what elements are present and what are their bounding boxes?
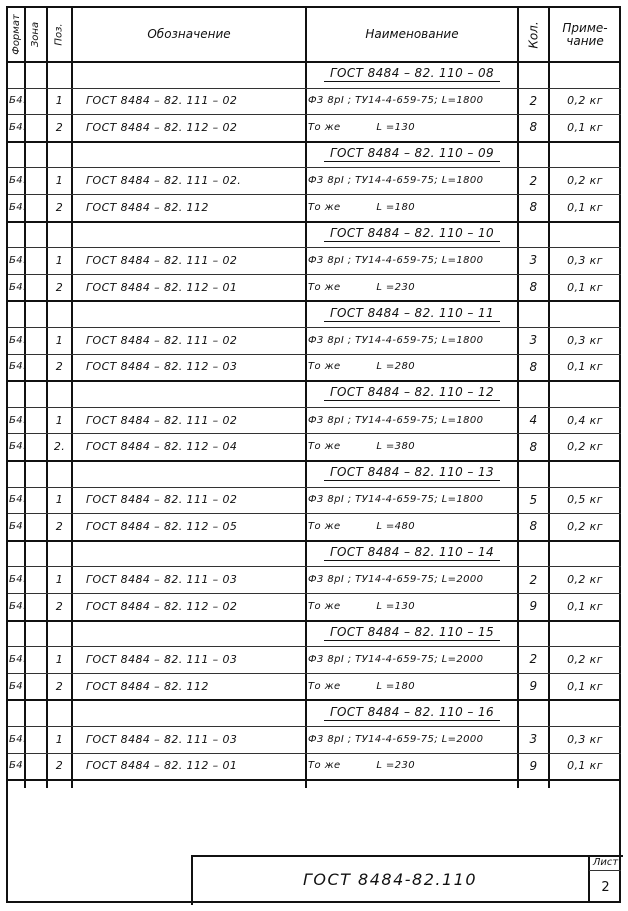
document-designation: ГОСТ 8484-82.110 <box>302 869 477 889</box>
row-zone <box>25 114 47 141</box>
row-designation: ГОСТ 8484 – 82. 112 – 03 <box>86 360 238 374</box>
row-pos: 2. <box>53 440 66 454</box>
sheet-label: Лист <box>592 857 619 868</box>
row-qty: 2 <box>529 173 538 188</box>
header-zone <box>25 8 47 61</box>
row-note: 0,1 кг <box>567 599 603 613</box>
row-note: 0,1 кг <box>567 360 603 374</box>
group-title-text: ГОСТ 8484 – 82. 110 – 12 <box>324 385 500 401</box>
row-name: То же L =480 <box>308 520 415 532</box>
row-zone <box>25 566 47 593</box>
row-name: То же L =180 <box>308 201 415 213</box>
row-note: 0,3 кг <box>567 253 603 267</box>
row-zone <box>25 247 47 274</box>
row-qty: 9 <box>529 679 538 694</box>
row-designation: ГОСТ 8484 – 82. 112 – 01 <box>86 759 238 773</box>
row-pos: 2 <box>55 599 64 613</box>
row-qty: 8 <box>529 200 538 215</box>
row-designation: ГОСТ 8484 – 82. 111 – 02 <box>86 333 238 347</box>
row-pos: 1 <box>55 174 64 188</box>
row-note: 0,2 кг <box>567 519 603 533</box>
row-name: То же L =180 <box>308 680 415 692</box>
row-designation: ГОСТ 8484 – 82. 111 – 02 <box>86 94 238 108</box>
row-designation: ГОСТ 8484 – 82. 111 – 02 <box>86 253 238 267</box>
group-title <box>306 699 518 726</box>
row-qty: 4 <box>529 413 538 428</box>
row-format: Б4. <box>9 361 27 373</box>
header-format-text: Формат <box>11 14 23 55</box>
row-name: Ф3 8рI ; ТУ14-4-659-75; L=1800 <box>308 95 484 107</box>
group-title-text: ГОСТ 8484 – 82. 110 – 16 <box>324 705 500 721</box>
row-qty: 8 <box>529 519 538 534</box>
row-format: Б4. <box>9 733 27 745</box>
group-title-text: ГОСТ 8484 – 82. 110 – 15 <box>324 625 500 641</box>
row-divider <box>8 779 621 781</box>
group-title <box>306 221 518 248</box>
row-format: Б4. <box>9 121 27 133</box>
row-designation: ГОСТ 8484 – 82. 111 – 03 <box>86 573 238 587</box>
row-format: Б4. <box>9 281 27 293</box>
header-pos-text: Поз. <box>53 23 65 46</box>
row-name: Ф3 8рI ; ТУ14-4-659-75; L=1800 <box>308 175 484 187</box>
row-zone <box>25 167 47 194</box>
row-note: 0,2 кг <box>567 652 603 666</box>
group-title-text: ГОСТ 8484 – 82. 110 – 11 <box>324 306 500 322</box>
row-note: 0,2 кг <box>567 440 603 454</box>
row-format: Б4 <box>9 760 24 772</box>
row-note: 0,5 кг <box>567 493 603 507</box>
group-title <box>306 300 518 327</box>
row-designation: ГОСТ 8484 – 82. 112 – 04 <box>86 440 238 454</box>
specification-sheet <box>6 6 621 903</box>
row-format: Б4. <box>9 441 27 453</box>
header-name-text: Наименование <box>365 27 459 41</box>
row-pos: 2 <box>55 679 64 693</box>
header-qty-text: Кол. <box>526 20 541 49</box>
header-note-text: Приме- чание <box>562 20 608 48</box>
row-note: 0,1 кг <box>567 120 603 134</box>
row-designation: ГОСТ 8484 – 82. 111 – 02. <box>86 174 242 188</box>
row-name: Ф3 8рI ; ТУ14-4-659-75; L=1800 <box>308 494 484 506</box>
row-format: Б4. <box>9 414 27 426</box>
row-format: Б4. <box>9 95 27 107</box>
row-pos: 1 <box>55 333 64 347</box>
row-designation: ГОСТ 8484 – 82. 112 – 02 <box>86 599 238 613</box>
row-designation: ГОСТ 8484 – 82. 111 – 03 <box>86 732 238 746</box>
group-title-text: ГОСТ 8484 – 82. 110 – 10 <box>324 226 500 242</box>
row-format: Б4. <box>9 201 27 213</box>
row-pos: 1 <box>55 253 64 267</box>
row-name: То же L =280 <box>308 361 415 373</box>
row-format: Б4. <box>9 574 27 586</box>
row-pos: 1 <box>55 732 64 746</box>
row-name: Ф3 8рI ; ТУ14-4-659-75; L=1800 <box>308 414 484 426</box>
row-qty: 2 <box>529 652 538 667</box>
row-zone <box>25 673 47 700</box>
group-title-text: ГОСТ 8484 – 82. 110 – 13 <box>324 465 500 481</box>
group-title-text: ГОСТ 8484 – 82. 110 – 09 <box>324 146 500 162</box>
row-note: 0,3 кг <box>567 732 603 746</box>
row-name: Ф3 8рI ; ТУ14-4-659-75; L=2000 <box>308 653 484 665</box>
row-note: 0,3 кг <box>567 333 603 347</box>
row-designation: ГОСТ 8484 – 82. 112 – 05 <box>86 519 238 533</box>
row-qty: 8 <box>529 359 538 374</box>
row-format: Б4. <box>9 600 27 612</box>
group-title <box>306 141 518 168</box>
row-note: 0,1 кг <box>567 200 603 214</box>
header-name <box>306 8 518 61</box>
row-qty: 9 <box>529 599 538 614</box>
group-title-text: ГОСТ 8484 – 82. 110 – 14 <box>324 545 500 561</box>
row-zone <box>25 194 47 221</box>
group-title <box>306 540 518 567</box>
row-qty: 3 <box>529 732 538 747</box>
row-note: 0,1 кг <box>567 759 603 773</box>
row-name: То же L =380 <box>308 441 415 453</box>
row-pos: 1 <box>55 652 64 666</box>
row-zone <box>25 407 47 434</box>
row-format: Б4. <box>9 254 27 266</box>
row-zone <box>25 646 47 673</box>
header-designation-text: Обозначение <box>147 27 231 41</box>
row-qty: 2 <box>529 572 538 587</box>
row-qty: 2 <box>529 93 538 108</box>
row-qty: 3 <box>529 253 538 268</box>
row-zone <box>25 593 47 620</box>
row-pos: 2 <box>55 519 64 533</box>
row-name: То же L =230 <box>308 281 415 293</box>
sheet-number: 2 <box>601 879 610 895</box>
row-pos: 1 <box>55 573 64 587</box>
row-zone <box>25 753 47 780</box>
row-note: 0,2 кг <box>567 94 603 108</box>
row-note: 0,1 кг <box>567 280 603 294</box>
row-format: Б4. <box>9 653 27 665</box>
row-qty: 8 <box>529 439 538 454</box>
header-note <box>549 8 621 61</box>
row-format: Б4 <box>9 520 24 532</box>
row-name: Ф3 8рI ; ТУ14-4-659-75; L=2000 <box>308 574 484 586</box>
row-pos: 2 <box>55 759 64 773</box>
row-qty: 5 <box>529 492 538 507</box>
row-zone <box>25 327 47 354</box>
row-pos: 1 <box>55 413 64 427</box>
row-pos: 2 <box>55 120 64 134</box>
row-name: То же L =130 <box>308 600 415 612</box>
row-designation: ГОСТ 8484 – 82. 112 <box>86 679 209 693</box>
row-designation: ГОСТ 8484 – 82. 111 – 02 <box>86 493 238 507</box>
row-designation: ГОСТ 8484 – 82. 112 – 02 <box>86 120 238 134</box>
group-title <box>306 380 518 407</box>
row-pos: 1 <box>55 94 64 108</box>
row-designation: ГОСТ 8484 – 82. 111 – 02 <box>86 413 238 427</box>
row-zone <box>25 433 47 460</box>
group-title <box>306 61 518 88</box>
header-pos <box>47 8 72 61</box>
row-designation: ГОСТ 8484 – 82. 111 – 03 <box>86 652 238 666</box>
row-pos: 2 <box>55 360 64 374</box>
row-pos: 1 <box>55 493 64 507</box>
row-zone <box>25 88 47 115</box>
row-zone <box>25 726 47 753</box>
header-zone-text: Зона <box>30 21 42 48</box>
row-note: 0,4 кг <box>567 413 603 427</box>
header-qty <box>518 8 549 61</box>
row-zone <box>25 274 47 301</box>
group-title-text: ГОСТ 8484 – 82. 110 – 08 <box>324 66 500 82</box>
row-format: Б4. <box>9 334 27 346</box>
group-title <box>306 620 518 647</box>
row-qty: 8 <box>529 280 538 295</box>
row-pos: 2 <box>55 280 64 294</box>
row-name: Ф3 8рI ; ТУ14-4-659-75; L=2000 <box>308 733 484 745</box>
row-name: Ф3 8рI ; ТУ14-4-659-75; L=1800 <box>308 334 484 346</box>
row-qty: 3 <box>529 333 538 348</box>
row-zone <box>25 354 47 381</box>
row-name: То же L =230 <box>308 760 415 772</box>
row-zone <box>25 513 47 540</box>
row-qty: 8 <box>529 120 538 135</box>
row-name: То же L =130 <box>308 121 415 133</box>
row-format: Б4 <box>9 680 24 692</box>
header-format <box>8 8 25 61</box>
row-designation: ГОСТ 8484 – 82. 112 – 01 <box>86 280 238 294</box>
row-format: Б4. <box>9 494 27 506</box>
row-designation: ГОСТ 8484 – 82. 112 <box>86 200 209 214</box>
group-title <box>306 460 518 487</box>
row-note: 0,1 кг <box>567 679 603 693</box>
row-pos: 2 <box>55 200 64 214</box>
row-note: 0,2 кг <box>567 573 603 587</box>
header-designation <box>72 8 306 61</box>
row-qty: 9 <box>529 758 538 773</box>
row-note: 0,2 кг <box>567 174 603 188</box>
row-format: Б4. <box>9 175 27 187</box>
row-name: Ф3 8рI ; ТУ14-4-659-75; L=1800 <box>308 254 484 266</box>
row-zone <box>25 487 47 514</box>
